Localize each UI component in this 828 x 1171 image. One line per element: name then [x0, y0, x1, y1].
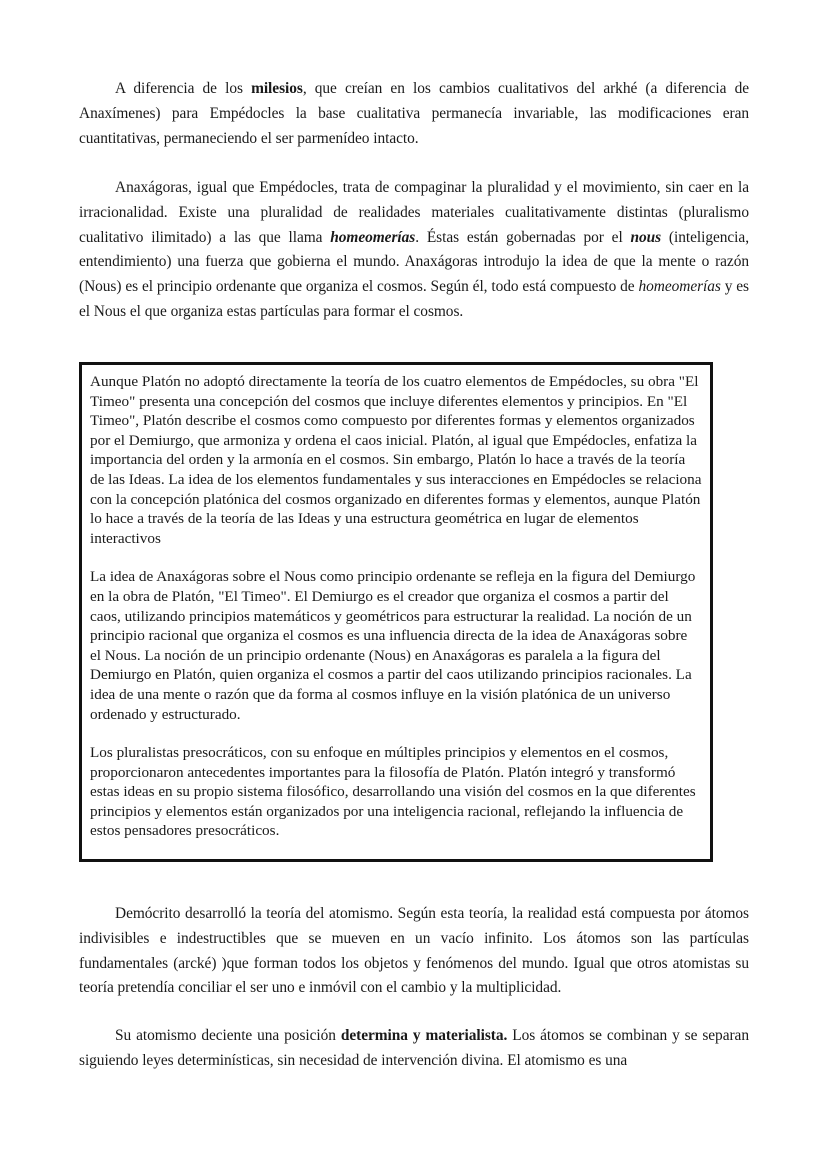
bold-term-milesios: milesios: [251, 80, 303, 97]
text: Demócrito desarrolló la teoría del atomismo. Según esta teoría, la realidad está compuesta por átomos indivisibles e indestructibles que se mueven en un vacío infinito. Los átomos son las partículas fundamentales (arcké) )que forman todos los objetos y fenómenos del mundo. Igual que otros atomistas su teoría pretendía conciliar el ser uno e inmóvil con el cambio y la multiplicidad.: [79, 905, 749, 997]
text: Los átomos se combinan y se separan siguiendo leyes determinísticas, sin necesidad de intervención divina. El atomismo es una: [79, 1027, 749, 1069]
text: y es el Nous el que organiza estas partículas para formar el cosmos.: [79, 278, 750, 320]
text: Su atomismo deciente una posición: [115, 1027, 341, 1044]
paragraph-milesios: [79, 77, 749, 151]
box-paragraph-nous-demiurgo: La idea de Anaxágoras sobre el Nous como principio ordenante se refleja en la figura del Demiurgo en la obra de Platón, "El Timeo". El Demiurgo es el creador que organiza el cosmos a partir del caos, utilizando principios matemáticos y geométricos para estructurar la realidad. La noción de un principio racional que organiza el cosmos es una influencia directa de la idea de Anaxágoras sobre el Nous. La noción de un principio ordenante (Nous) en Anaxágoras es paralela a la figura del Demiurgo en Platón, quien organiza el cosmos a partir del caos utilizando principios racionales. La idea de una mente o razón que da forma al cosmos influye en la visión platónica de un universo ordenado y estructurado.: [90, 568, 696, 723]
paragraph-anaxagoras: [79, 176, 749, 325]
text: A diferencia de los: [115, 80, 252, 97]
bold-term-determinista: determina y materialista.: [340, 1027, 508, 1044]
bold-italic-term-nous: nous: [630, 228, 662, 246]
platon-text-box: [79, 362, 713, 862]
text: (inteligencia, entendimiento) una fuerza que gobierna el mundo. Anaxágoras introdujo la idea de que la mente o razón (Nous) es el principio ordenante que organiza el cosmos. Según él, todo está compuesto de: [79, 228, 749, 296]
box-paragraph-empedocles-platon: Aunque Platón no adoptó directamente la teoría de los cuatro elementos de Empédocles, su obra "El Timeo" presenta una concepción del cosmos que incluye diferentes elementos y principios. En "El Timeo", Platón describe el cosmos como compuesto por diferentes formas y elementos organizados por el Demiurgo, que armoniza y ordena el caos inicial. Platón, al igual que Empédocles, enfatiza la importancia del orden y la armonía en el cosmos. Sin embargo, Platón lo hace a través de la teoría de las Ideas. La idea de los elementos fundamentales y sus interacciones en Empédocles se relaciona con la concepción platónica del cosmos organizado en diferentes formas y elementos, aunque Platón lo hace a través de la teoría de las Ideas y una estructura geométrica en lugar de elementos interactivos: [90, 373, 702, 547]
paragraph-atomismo: [79, 1024, 749, 1074]
text: , que creían en los cambios cualitativos del arkhé (a diferencia de Anaxímenes) para Empédocles la base cualitativa permanecía invariable, las modificaciones eran cuantitativas, permaneciendo el ser parmenídeo intacto.: [79, 80, 749, 147]
text: Anaxágoras, igual que Empédocles, trata de compaginar la pluralidad y el movimiento, sin caer en la irracionalidad. Existe una pluralidad de realidades materiales cualitativamente distintas (pluralismo cualitativo ilimitado) a las que llama: [79, 179, 749, 246]
italic-term-homeomerias: homeomerías: [638, 278, 721, 296]
paragraph-democrito: [79, 902, 749, 1001]
text: . Éstas están gobernadas por el: [415, 228, 631, 246]
bold-italic-term-homeomerias: homeomerías: [330, 228, 416, 246]
box-paragraph-pluralistas: Los pluralistas presocráticos, con su enfoque en múltiples principios y elementos en el cosmos, proporcionaron antecedentes importantes para la filosofía de Platón. Platón integró y transformó estas ideas en su propio sistema filosófico, desarrollando una visión del cosmos en la que diferentes principios y elementos están organizados por una inteligencia racional, reflejando la influencia de estos pensadores presocráticos.: [90, 744, 696, 840]
